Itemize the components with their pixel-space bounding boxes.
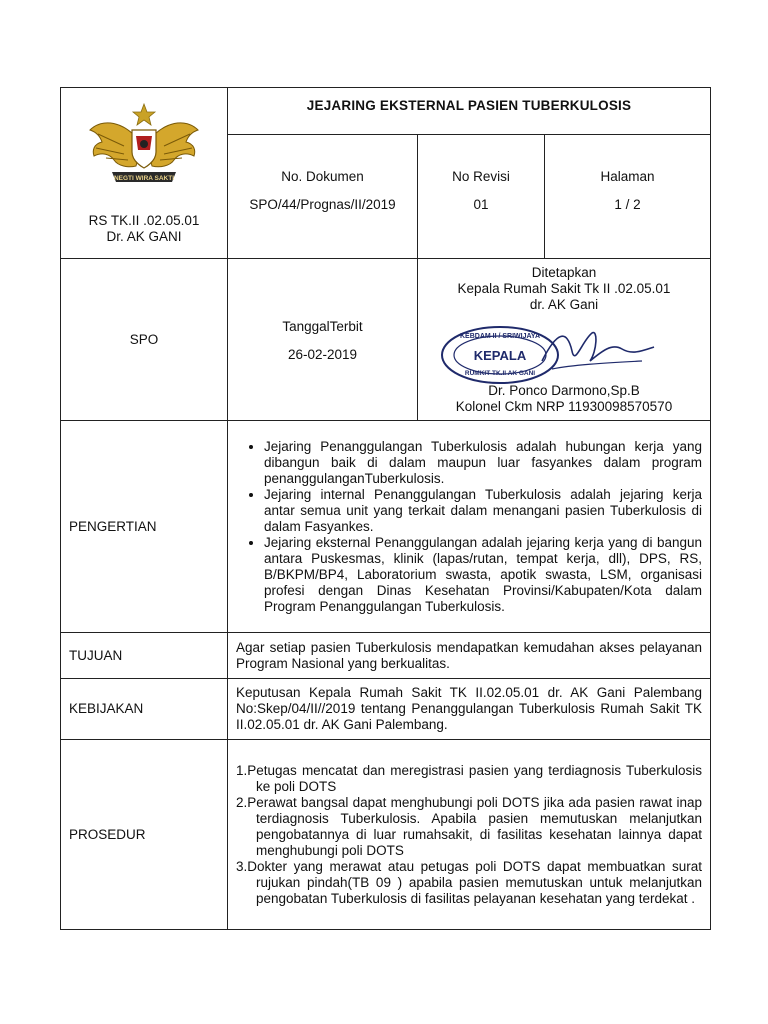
stamp-top-text: KEBDAM II / SRIWIJAYA — [460, 333, 540, 340]
prosedur-step: 3.Dokter yang merawat atau petugas poli DOTS dapat membuatkan surat rujukan pindah(TB 09 ) apabila pasien memutuskan untuk melanjutkan pengobatan Tuberkulosis di fasilitas pelayanan kesehatan yang terdekat . — [236, 858, 702, 906]
tanggal-terbit-cell — [228, 259, 418, 421]
halaman-label: Halaman — [600, 169, 655, 184]
no-dokumen-cell — [228, 135, 418, 259]
ditetapkan-label: Ditetapkan — [531, 265, 597, 280]
document-title: JEJARING EKSTERNAL PASIEN TUBERKULOSIS — [228, 88, 711, 135]
pengertian-item: • Jejaring Penanggulangan Tuberkulosis adalah hubungan kerja yang dibangun baik di dalam maupun luar fasyankes dalam program penanggulanganTuberkulosis. — [264, 439, 702, 487]
approval-hospital-name: dr. AK Gani — [529, 297, 599, 312]
kebijakan-label: KEBIJAKAN — [61, 679, 228, 740]
prosedur-content — [228, 740, 711, 930]
tujuan-label: TUJUAN — [61, 633, 228, 679]
no-revisi-cell — [418, 135, 545, 259]
halaman-value: 1 / 2 — [614, 197, 641, 212]
spo-table — [60, 87, 711, 930]
pengertian-label: PENGERTIAN — [61, 421, 228, 633]
stamp-center-text: KEPALA — [473, 348, 527, 363]
spo-document — [60, 87, 710, 930]
tanggal-terbit-value: 26-02-2019 — [287, 346, 358, 362]
no-dokumen-value: SPO/44/Prognas/II/2019 — [249, 197, 396, 212]
hospital-name-line1: RS TK.II .02.05.01 — [88, 213, 200, 228]
kebijakan-text: Keputusan Kepala Rumah Sakit TK II.02.05.01 dr. AK Gani Palembang No:Skep/04/II//2019 tentang Penanggulangan Tuberkulosis Rumah Sakit TK II.02.05.01 dr. AK Gani Palembang. — [228, 679, 711, 740]
kepala-rumah-sakit-line: Kepala Rumah Sakit Tk II .02.05.01 — [457, 281, 671, 296]
halaman-cell — [545, 135, 711, 259]
approval-cell — [418, 259, 711, 421]
no-revisi-value: 01 — [473, 197, 489, 212]
no-revisi-label: No Revisi — [452, 169, 510, 184]
pengertian-item: • Jejaring internal Penanggulangan Tuberkulosis adalah jejaring kerja antar semua unit yang terkait dalam menangani pasien Tuberkulosis di dalam Fasyankes. — [264, 487, 702, 535]
tujuan-text: Agar setiap pasien Tuberkulosis mendapatkan kemudahan akses pelayanan Program Nasional yang berkualitas. — [228, 633, 711, 679]
stamp-bottom-text: RUMKIT TK.II AK GANI — [464, 370, 536, 377]
prosedur-label: PROSEDUR — [61, 740, 228, 930]
pengertian-content — [228, 421, 711, 633]
signer-rank: Kolonel Ckm NRP 11930098570570 — [455, 399, 673, 414]
hospital-name-line2: Dr. AK GANI — [106, 229, 182, 244]
signer-name: Dr. Ponco Darmono,Sp.B — [488, 383, 640, 398]
no-dokumen-label: No. Dokumen — [281, 169, 364, 184]
prosedur-step: 2.Perawat bangsal dapat menghubungi poli DOTS jika ada pasien rawat inap terdiagnosis Tuberkulosis. Apabila pasien memutuskan melanjutkan pengobatannya di luar rumahsakit, di fasilitas kesehatan lainnya dapat menghubungi poli DOTS — [236, 794, 702, 858]
prosedur-step: 1.Petugas mencatat dan meregistrasi pasien yang terdiagnosis Tuberkulosis ke poli DOTS — [236, 762, 702, 794]
hospital-logo-cell — [61, 88, 228, 259]
tanggal-terbit-label: TanggalTerbit — [282, 318, 363, 334]
logo-motto: NEGTI WIRA SAKTI — [113, 175, 175, 182]
pengertian-item: • Jejaring eksternal Penanggulangan adalah jejaring kerja yang di bangun antara Puskesmas, klinik (lapas/rutan, tempat kerja, dll), DPS, RS, B/BKPM/BP4, Laboratorium swasta, apotik swasta, LSM, organisasi profesi dengan Dinas Kesehatan Provinsi/Kabupaten/Kota dalam Program Penanggulangan Tuberkulosis. — [264, 535, 702, 615]
hospital-logo — [84, 100, 204, 195]
spo-label: SPO — [61, 259, 228, 421]
